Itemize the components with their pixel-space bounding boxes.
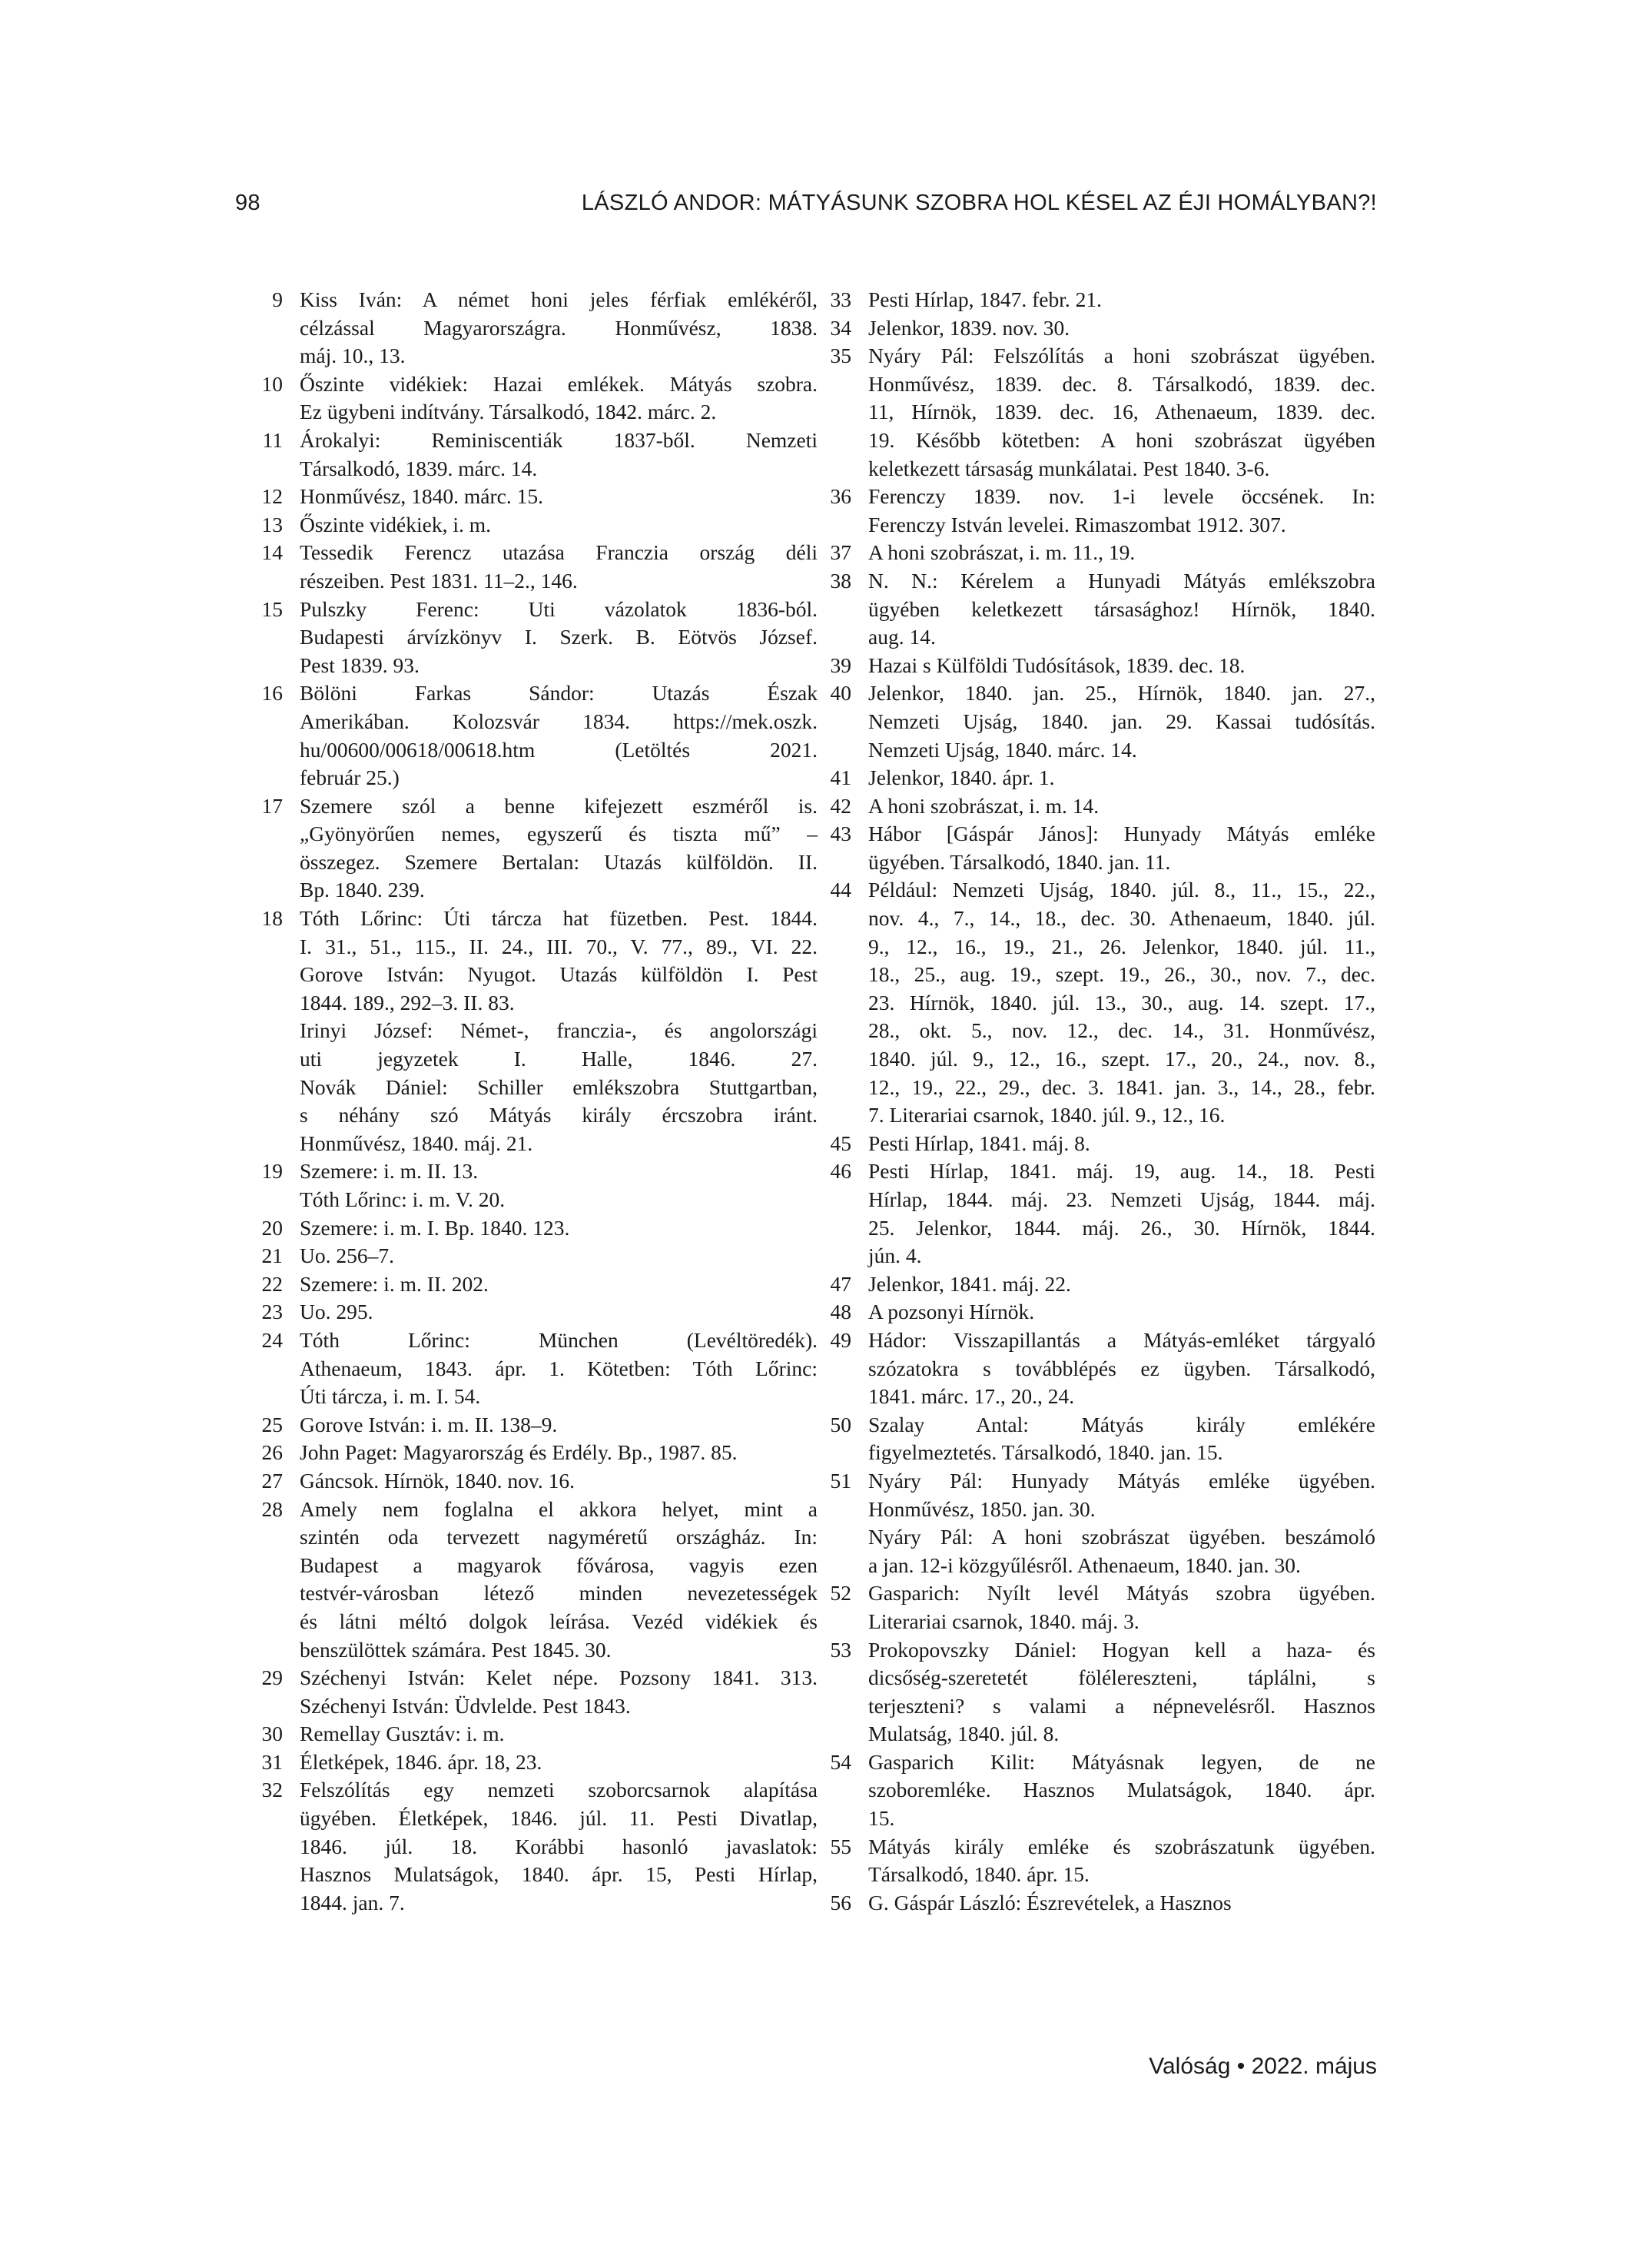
endnote-text-line: Remellay Gusztáv: i. m. [300,1722,505,1746]
endnote-item [821,483,1375,539]
endnote-text-line: Jelenkor, 1840. ápr. 1. [868,765,1055,790]
endnote-item [252,1298,818,1327]
endnote-item [821,1327,1375,1411]
endnote-text-line: ügyében keletkezett társasághoz! Hírnök, 1840. [868,596,1375,621]
endnote-text-line: Nemzeti Ujság, 1840. jan. 29. Kassai tudósítás. [868,709,1375,733]
endnote-text-line: Jelenkor, 1839. nov. 30. [868,315,1070,340]
endnote-item [252,1242,818,1270]
endnote-number: 25 [261,1412,283,1436]
endnote-number: 37 [830,540,851,565]
endnote-number: 39 [830,653,851,677]
endnote-item [252,539,818,595]
endnote-text-line: Tóth Lőrinc: Úti tárcza hat füzetben. Pest. 1844. [300,906,818,931]
endnote-text-line: részeiben. Pest 1831. 11–2., 146. [300,568,578,593]
endnote-text-line: Tóth Lőrinc: i. m. V. 20. [300,1187,506,1211]
endnote-number: 46 [830,1159,851,1184]
endnote-number: 35 [830,344,851,368]
endnote-text-line: Szemere szól a benne kifejezett eszméről is. [300,793,818,818]
endnote-text-line: Gáncsok. Hírnök, 1840. nov. 16. [300,1468,575,1493]
endnote-item [252,427,818,483]
endnote-text-line: Felszólítás egy nemzeti szoborcsarnok alapítása [300,1778,818,1802]
endnote-number: 20 [261,1215,283,1240]
endnote-text-line: Budapest a magyarok fővárosa, vagyis ezen [300,1552,818,1577]
endnote-text-line: A honi szobrászat, i. m. 11., 19. [868,540,1136,565]
endnote-text-line: nov. 4., 7., 14., 18., dec. 30. Athenaeum, 1840. júl. [868,906,1375,931]
endnote-text-line: Hábor [Gáspár János]: Hunyady Mátyás emléke [868,822,1375,846]
endnote-number: 38 [830,568,851,593]
endnote-item [821,820,1375,876]
endnote-item [821,1157,1375,1270]
endnote-item [821,314,1375,343]
endnote-text-line: Gasparich Kilit: Mátyásnak legyen, de ne [868,1749,1375,1774]
endnote-text-line: Ferenczy István levelei. Rimaszombat 1912. 307. [868,512,1286,536]
endnote-text-line: Novák Dániel: Schiller emlékszobra Stuttgartban, [300,1074,818,1099]
endnote-number: 16 [261,681,283,706]
endnote-number: 19 [261,1159,283,1184]
endnote-text-line: figyelmeztetés. Társalkodó, 1840. jan. 15. [868,1440,1223,1465]
endnote-number: 52 [830,1581,851,1606]
endnote-number: 32 [261,1778,283,1802]
endnote-number: 43 [830,822,851,846]
endnote-item [252,370,818,427]
endnote-text-line: Gorove István: i. m. II. 138–9. [300,1412,558,1436]
endnote-item [821,1579,1375,1635]
endnote-text-line: Irinyi József: Német-, franczia-, és angolországi [300,1018,818,1043]
endnote-item [821,679,1375,764]
endnote-text-line: február 25.) [300,765,400,790]
endnote-text-line: Nemzeti Ujság, 1840. márc. 14. [868,737,1137,762]
endnote-number: 27 [261,1468,283,1493]
endnote-item [821,539,1375,567]
endnote-text-line: 25. Jelenkor, 1844. máj. 26., 30. Hírnök, 1844. [868,1215,1375,1240]
endnote-item [821,567,1375,652]
endnote-number: 21 [261,1244,283,1268]
endnote-text-line: Hádor: Visszapillantás a Mátyás-emléket tárgyaló [868,1327,1375,1352]
endnote-text-line: Jelenkor, 1840. jan. 25., Hírnök, 1840. jan. 27., [868,681,1375,706]
endnote-text-line: 11, Hírnök, 1839. dec. 16, Athenaeum, 1839. dec. [868,400,1375,424]
endnote-number: 12 [261,484,283,509]
endnote-item [821,1748,1375,1833]
endnote-item [821,342,1375,483]
endnote-text-line: Pest 1839. 93. [300,653,420,677]
endnote-text-line: Jelenkor, 1841. máj. 22. [868,1271,1071,1296]
endnote-item [252,679,818,792]
endnote-item [252,905,818,1157]
endnote-item [252,1411,818,1439]
endnote-text-line: összegez. Szemere Bertalan: Utazás külföldön. II. [300,849,818,874]
endnote-number: 54 [830,1749,851,1774]
endnote-number: 18 [261,906,283,931]
endnote-text-line: 19. Később kötetben: A honi szobrászat ügyében [868,427,1375,452]
endnote-item [821,876,1375,1129]
endnote-number: 55 [830,1834,851,1858]
endnote-text-line: jún. 4. [868,1244,922,1268]
endnote-item [252,1214,818,1243]
endnote-number: 44 [830,878,851,902]
endnote-text-line: Budapesti árvízkönyv I. Szerk. B. Eötvös József. [300,625,818,649]
endnote-text-line: John Paget: Magyarország és Erdély. Bp., 1987. 85. [300,1440,738,1465]
endnote-text-line: 1844. jan. 7. [300,1890,405,1914]
endnote-text-line: G. Gáspár László: Észrevételek, a Hasznos [868,1890,1232,1914]
endnote-item [252,792,818,905]
endnote-item [252,1467,818,1496]
endnote-text-line: Mátyás király emléke és szobrászatunk ügyében. [868,1834,1375,1858]
endnote-item [252,1664,818,1720]
endnote-text-line: Őszinte vidékiek, i. m. [300,512,491,536]
endnote-number: 40 [830,681,851,706]
endnote-item [821,286,1375,314]
endnote-number: 23 [261,1300,283,1324]
endnote-text-line: a jan. 12-i közgyűlésről. Athenaeum, 1840. jan. 30. [868,1552,1301,1577]
endnote-item [252,286,818,370]
endnote-text-line: keletkezett társaság munkálatai. Pest 1840. 3-6. [868,456,1270,480]
endnote-text-line: célzással Magyarországra. Honművész, 1838. [300,315,818,340]
endnote-number: 48 [830,1300,851,1324]
endnote-number: 36 [830,484,851,509]
endnote-text-line: Hasznos Mulatságok, 1840. ápr. 15, Pesti Hírlap, [300,1862,818,1887]
endnote-text-line: „Gyönyörűen nemes, egyszerű és tiszta mű” – [300,822,818,846]
endnote-text-line: Őszinte vidékiek: Hazai emlékek. Mátyás szobra. [300,371,818,396]
endnote-item [821,1889,1375,1918]
endnote-text-line: A honi szobrászat, i. m. 14. [868,793,1100,818]
endnote-text-line: Társalkodó, 1840. ápr. 15. [868,1862,1090,1887]
endnote-text-line: aug. 14. [868,625,936,649]
endnote-number: 51 [830,1468,851,1493]
endnote-text-line: Úti tárcza, i. m. I. 54. [300,1384,481,1409]
endnote-text-line: Széchenyi István: Üdvlelde. Pest 1843. [300,1693,631,1718]
endnote-text-line: Uo. 295. [300,1300,373,1324]
endnote-text-line: Szemere: i. m. II. 13. [300,1159,479,1184]
endnote-text-line: Ferenczy 1839. nov. 1-i levele öccsének. In: [868,484,1375,509]
endnote-number: 41 [830,765,851,790]
endnote-text-line: 1844. 189., 292–3. II. 83. [300,990,515,1014]
endnote-text-line: Hazai s Külföldi Tudósítások, 1839. dec. 18. [868,653,1246,677]
endnote-number: 17 [261,793,283,818]
endnote-number: 9 [272,287,283,311]
endnote-text-line: terjeszteni? s valami a népnevelésről. Hasznos [868,1693,1375,1718]
endnote-item [821,652,1375,680]
endnote-text-line: Például: Nemzeti Ujság, 1840. júl. 8., 11., 15., 22., [868,878,1375,902]
endnote-text-line: Széchenyi István: Kelet népe. Pozsony 1841. 313. [300,1665,818,1690]
endnote-number: 11 [262,427,283,452]
endnote-text-line: 12., 19., 22., 29., dec. 3. 1841. jan. 3., 14., 28., febr. [868,1074,1375,1099]
endnote-text-line: Szemere: i. m. I. Bp. 1840. 123. [300,1215,570,1240]
endnote-text-line: testvér-városban létező minden nevezetességek [300,1581,818,1606]
endnote-item [252,596,818,680]
endnote-number: 13 [261,512,283,536]
endnote-item [252,511,818,540]
endnote-number: 56 [830,1890,851,1914]
running-title: LÁSZLÓ ANDOR: MÁTYÁSUNK SZOBRA HOL KÉSEL AZ ÉJI HOMÁLYBAN?! [581,191,1377,215]
endnote-text-line: Honművész, 1840. márc. 15. [300,484,543,509]
endnote-text-line: 1840. júl. 9., 12., 16., szept. 17., 20., 24., nov. 8., [868,1047,1375,1071]
endnote-text-line: 15. [868,1806,895,1831]
endnote-text-line: Szemere: i. m. II. 202. [300,1271,489,1296]
endnote-item [252,1496,818,1665]
endnote-text-line: 9., 12., 16., 19., 21., 26. Jelenkor, 1840. júl. 11., [868,934,1375,958]
endnote-text-line: Bölöni Farkas Sándor: Utazás Észak [300,681,818,706]
endnote-number: 34 [830,315,851,340]
endnote-text-line: Uo. 256–7. [300,1244,394,1268]
endnote-number: 42 [830,793,851,818]
endnote-item [252,483,818,511]
endnote-number: 26 [261,1440,283,1465]
endnote-text-line: dicsőség-szeretetét fölélereszteni, táplálni, s [868,1665,1375,1690]
endnote-number: 45 [830,1131,851,1155]
endnote-text-line: szintén oda tervezett nagyméretű országház. In: [300,1525,818,1549]
endnote-item [252,1720,818,1748]
endnote-item [252,1748,818,1777]
endnote-text-line: Bp. 1840. 239. [300,878,425,902]
endnote-text-line: A pozsonyi Hírnök. [868,1300,1035,1324]
endnote-number: 31 [261,1749,283,1774]
endnote-number: 15 [261,596,283,621]
endnote-text-line: Nyáry Pál: Hunyady Mátyás emléke ügyében. [868,1468,1375,1493]
endnote-text-line: Mulatság, 1840. júl. 8. [868,1722,1060,1746]
endnote-number: 10 [261,371,283,396]
endnote-text-line: N. N.: Kérelem a Hunyadi Mátyás emlékszobra [868,568,1375,593]
endnote-item [252,1157,818,1214]
endnote-number: 47 [830,1271,851,1296]
endnote-text-line: Életképek, 1846. ápr. 18, 23. [300,1749,542,1774]
endnote-text-line: Amerikában. Kolozsvár 1834. https://mek.oszk. [300,709,818,733]
endnote-text-line: Tessedik Ferencz utazása Franczia ország déli [300,540,818,565]
endnote-number: 53 [830,1637,851,1662]
endnote-item [821,1411,1375,1467]
endnote-item [252,1270,818,1299]
endnote-text-line: Prokopovszky Dániel: Hogyan kell a haza- és [868,1637,1375,1662]
endnote-text-line: Hírlap, 1844. máj. 23. Nemzeti Ujság, 1844. máj. [868,1187,1375,1211]
endnote-text-line: Ez ügybeni indítvány. Társalkodó, 1842. márc. 2. [300,400,717,424]
endnote-number: 50 [830,1412,851,1436]
endnote-text-line: Nyáry Pál: Felszólítás a honi szobrászat ügyében. [868,344,1375,368]
endnote-text-line: Honművész, 1840. máj. 21. [300,1131,533,1155]
endnote-item [821,1130,1375,1158]
endnote-text-line: ügyében. Életképek, 1846. júl. 11. Pesti Divatlap, [300,1806,818,1831]
endnote-text-line: ügyében. Társalkodó, 1840. jan. 11. [868,849,1171,874]
endnote-number: 33 [830,287,851,311]
endnote-number: 22 [261,1271,283,1296]
endnote-text-line: 1846. júl. 18. Korábbi hasonló javaslatok: [300,1834,818,1858]
page-number: 98 [235,191,260,215]
endnote-text-line: Szalay Antal: Mátyás király emlékére [868,1412,1375,1436]
endnote-text-line: Literariai csarnok, 1840. máj. 3. [868,1609,1139,1633]
endnote-text-line: Amely nem foglalna el akkora helyet, mint a [300,1496,818,1521]
endnote-item [252,1776,818,1917]
endnote-item [821,792,1375,821]
endnote-text-line: és látni méltó dolgok leírása. Vezéd vidékiek és [300,1609,818,1633]
endnote-text-line: s néhány szó Mátyás király ércszobra iránt. [300,1103,818,1127]
endnote-text-line: Társalkodó, 1839. márc. 14. [300,456,538,480]
endnote-text-line: 1841. márc. 17., 20., 24. [868,1384,1075,1409]
endnote-text-line: Athenaeum, 1843. ápr. 1. Kötetben: Tóth Lőrinc: [300,1356,818,1380]
endnote-item [821,1636,1375,1748]
endnote-text-line: Árokalyi: Reminiscentiák 1837-ből. Nemzeti [300,427,818,452]
endnote-item [821,1298,1375,1327]
endnote-item [821,764,1375,792]
endnote-text-line: uti jegyzetek I. Halle, 1846. 27. [300,1047,818,1071]
endnote-text-line: Gorove István: Nyugot. Utazás külföldön I. Pest [300,962,818,987]
endnote-text-line: Pesti Hírlap, 1841. máj. 19, aug. 14., 18. Pesti [868,1159,1375,1184]
footer-publication: Valóság • 2022. május [1149,2054,1377,2079]
endnote-number: 29 [261,1665,283,1690]
endnote-text-line: Nyáry Pál: A honi szobrászat ügyében. beszámoló [868,1525,1375,1549]
endnote-item [821,1270,1375,1299]
endnote-text-line: 28., okt. 5., nov. 12., dec. 14., 31. Honművész, [868,1018,1375,1043]
running-header [235,191,1377,221]
endnote-item [252,1327,818,1411]
endnote-text-line: Tóth Lőrinc: München (Levéltöredék). [300,1327,818,1352]
endnote-item [252,1439,818,1467]
endnote-text-line: Honművész, 1850. jan. 30. [868,1496,1096,1521]
endnote-number: 49 [830,1327,851,1352]
endnote-text-line: szózatokra s továbblépés ez ügyben. Társalkodó, [868,1356,1375,1380]
endnote-text-line: Kiss Iván: A német honi jeles férfiak emlékéről, [300,287,818,311]
endnote-text-line: 7. Literariai csarnok, 1840. júl. 9., 12., 16. [868,1103,1226,1127]
notes-column-right [821,286,1375,1917]
endnote-number: 28 [261,1496,283,1521]
endnote-number: 30 [261,1722,283,1746]
endnote-text-line: hu/00600/00618/00618.htm (Letöltés 2021. [300,737,818,762]
endnote-number: 24 [261,1327,283,1352]
endnote-item [821,1467,1375,1579]
endnote-text-line: 23. Hírnök, 1840. júl. 13., 30., aug. 14. szept. 17., [868,990,1375,1014]
notes-column-left [252,286,818,1917]
endnote-text-line: 18., 25., aug. 19., szept. 19., 26., 30., nov. 7., dec. [868,962,1375,987]
endnote-number: 14 [261,540,283,565]
endnote-text-line: Honművész, 1839. dec. 8. Társalkodó, 1839. dec. [868,371,1375,396]
endnote-text-line: máj. 10., 13. [300,344,406,368]
endnote-text-line: Pesti Hírlap, 1841. máj. 8. [868,1131,1090,1155]
endnote-text-line: Gasparich: Nyílt levél Mátyás szobra ügyében. [868,1581,1375,1606]
endnote-text-line: benszülöttek számára. Pest 1845. 30. [300,1637,612,1662]
endnote-text-line: I. 31., 51., 115., II. 24., III. 70., V. 77., 89., VI. 22. [300,934,818,958]
endnote-text-line: Pulszky Ferenc: Uti vázolatok 1836-ból. [300,596,818,621]
endnote-text-line: szoboremléke. Hasznos Mulatságok, 1840. ápr. [868,1778,1375,1802]
endnote-text-line: Pesti Hírlap, 1847. febr. 21. [868,287,1102,311]
endnote-item [821,1833,1375,1889]
